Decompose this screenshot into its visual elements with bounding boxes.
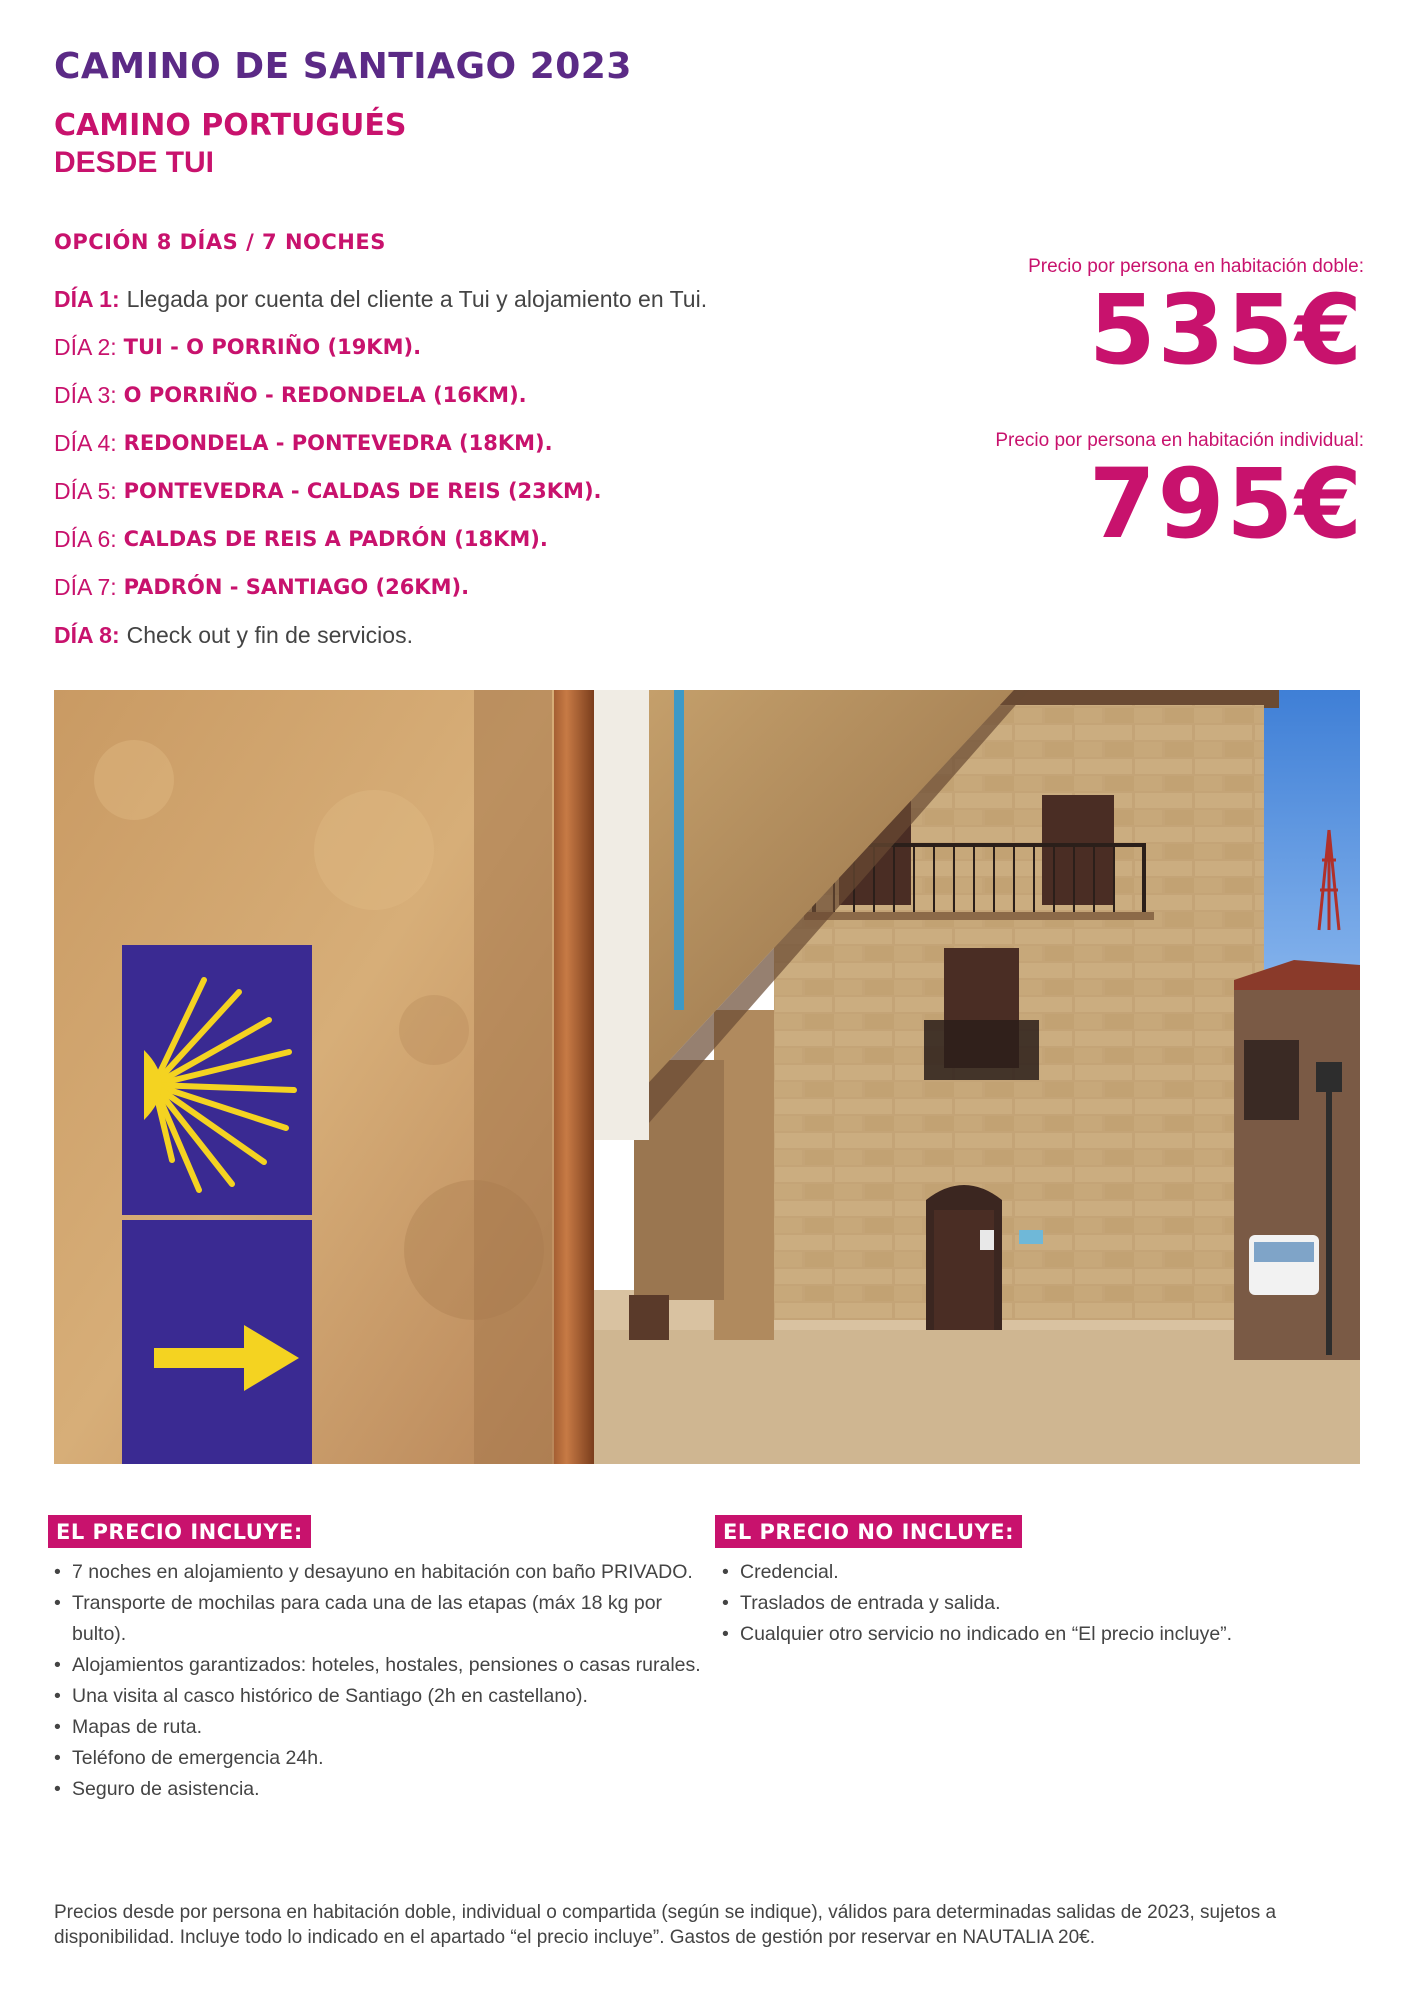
itinerary-day-2 — [54, 323, 934, 371]
price-double-label: Precio por persona en habitación doble: — [1028, 256, 1364, 277]
route-name: CAMINO PORTUGUÉS — [54, 108, 407, 143]
list-item: • Seguro de asistencia. — [54, 1774, 714, 1805]
option-heading: OPCIÓN 8 DÍAS / 7 NOCHES — [54, 230, 386, 254]
price-single — [995, 430, 1364, 560]
day-label: DÍA 4: — [54, 429, 117, 456]
price-double-value: 535€ — [1088, 274, 1364, 386]
itinerary-day-1 — [54, 275, 934, 323]
day-label: DÍA 5: — [54, 477, 117, 504]
list-item: • 7 noches en alojamiento y desayuno en habitación con baño PRIVADO. — [54, 1557, 714, 1588]
list-item: • Una visita al casco histórico de Santiago (2h en castellano). — [54, 1681, 714, 1712]
day-route: TUI - O PORRIÑO (19KM). — [123, 335, 422, 359]
price-single-value: 795€ — [1088, 448, 1364, 560]
list-item: • Transporte de mochilas para cada una de las etapas (máx 18 kg por bulto). — [54, 1588, 714, 1650]
list-item: • Alojamientos garantizados: hoteles, hostales, pensiones o casas rurales. — [54, 1650, 714, 1681]
route-origin: DESDE TUI — [54, 146, 215, 179]
day-label: DÍA 7: — [54, 573, 117, 600]
day-text: Check out y fin de servicios. — [126, 621, 413, 648]
footer-note: Precios desde por persona en habitación doble, individual o compartida (según se indique), válidos para determinadas salidas de 2023, sujetos a disponibilidad. Incluye todo lo indicado en el apartado “el precio incluye”. Gastos de gestión por reservar en NAUTALIA 20€. — [54, 1902, 1277, 1948]
list-item: • Traslados de entrada y salida. — [722, 1588, 1362, 1619]
itinerary-day-8 — [54, 611, 934, 659]
day-label: DÍA 8: — [54, 621, 120, 648]
price-double — [1028, 256, 1364, 386]
itinerary-day-4 — [54, 419, 934, 467]
day-label: DÍA 6: — [54, 525, 117, 552]
price-single-label: Precio por persona en habitación individual: — [995, 430, 1364, 451]
includes-heading: EL PRECIO INCLUYE: — [48, 1515, 311, 1548]
day-route: CALDAS DE REIS A PADRÓN (18KM). — [123, 527, 548, 551]
day-label: DÍA 3: — [54, 381, 117, 408]
list-item: • Mapas de ruta. — [54, 1712, 714, 1743]
excludes-list — [722, 1557, 1362, 1650]
includes-list — [54, 1557, 714, 1805]
scallop-shell-icon — [122, 945, 312, 1215]
day-route: PONTEVEDRA - CALDAS DE REIS (23KM). — [123, 479, 602, 503]
excludes-heading: EL PRECIO NO INCLUYE: — [715, 1515, 1022, 1548]
list-item: • Cualquier otro servicio no indicado en “El precio incluye”. — [722, 1619, 1362, 1650]
itinerary-day-6 — [54, 515, 934, 563]
list-item: • Teléfono de emergencia 24h. — [54, 1743, 714, 1774]
day-route: PADRÓN - SANTIAGO (26KM). — [123, 575, 470, 599]
day-label: DÍA 1: — [54, 285, 120, 312]
page-title: CAMINO DE SANTIAGO 2023 — [54, 46, 632, 87]
itinerary-day-5 — [54, 467, 934, 515]
list-item: • Credencial. — [722, 1557, 1362, 1588]
day-route: REDONDELA - PONTEVEDRA (18KM). — [123, 431, 553, 455]
itinerary-day-7 — [54, 563, 934, 611]
camino-photo — [54, 690, 1360, 1464]
itinerary — [54, 275, 934, 659]
arrow-right-icon — [122, 1220, 312, 1464]
itinerary-day-3 — [54, 371, 934, 419]
day-route: O PORRIÑO - REDONDELA (16KM). — [123, 383, 527, 407]
day-text: Llegada por cuenta del cliente a Tui y alojamiento en Tui. — [126, 285, 708, 312]
day-label: DÍA 2: — [54, 333, 117, 360]
